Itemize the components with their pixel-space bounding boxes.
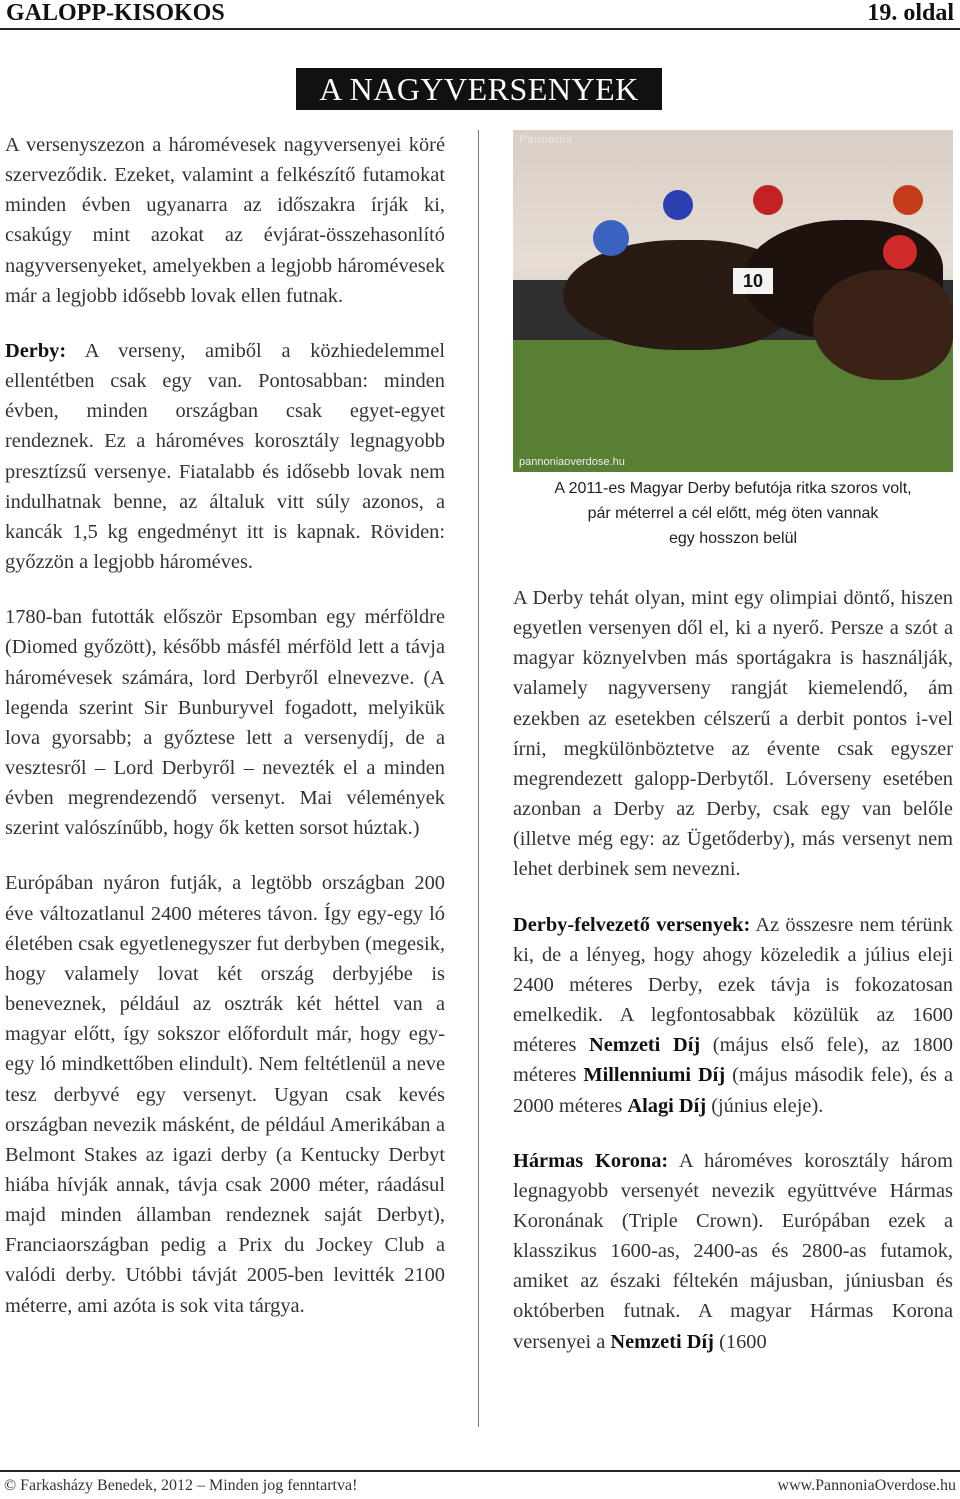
right-column bbox=[513, 583, 953, 1382]
jockey-shape bbox=[753, 185, 783, 215]
race-name: Nemzeti Díj bbox=[589, 1034, 701, 1057]
triple-crown-text: A hároméves korosztály három legnagyobb versenyét nevezik együttvéve Hármas Koronának (Triple Crown). Európában ezek a klasszikus 1600-as, 2400-as és 2800-as futamok, amiket az északi féltekén májusban, júniusban és októberben futnak. A magyar Hármas Korona versenyei a bbox=[513, 1149, 953, 1353]
jockey-shape bbox=[593, 220, 629, 256]
europe-paragraph: Európában nyáron futják, a legtöbb országban 200 éve változatlanul 2400 méteres távon. Így egy-egy ló életében csak egyetlenegyszer fut derbyben (megesik, hogy valamely lovat két ország derbyjébe is beneveznek, például az osztrák két héttel van a magyar előtt, így sokszor előfordult már, hogy egy-egy ló mindkettőben elindult). Nem feltétlenül a neve tesz derbyvé egy versenyt. Ugyan csak kevés országban nevezik másként, de például Amerikában a Belmont Stakes az igazi derby (a Kentucky Derbyt hiába hívják annak, távja csak 2000 méter, ráadásul majd minden államban rendeznek saját Derbyt), Franciaországban pedig a Prix du Jockey Club a valódi derby. Utóbbi távját 2005-ben levitték 2100 méterre, ami azóta is sok vita tárgya. bbox=[5, 872, 445, 1317]
caption-line: egy hosszon belül bbox=[668, 530, 798, 547]
left-column bbox=[5, 130, 445, 1346]
race-name: Millenniumi Díj bbox=[583, 1064, 726, 1087]
olympic-paragraph: A Derby tehát olyan, mint egy olimpiai döntő, hiszen egyetlen versenyen dől el, ki a nyerő. Persze a szót a magyar köznyelvben más sportágakra is használják, valamely nagyverseny rangját kiemelendő, ám ezekben az esetekben célszerű a derbit pontos i-vel írni, megkülönböztetve az évente csak egyszer megrendezett galopp-Derbytől. Lóverseny esetében azonban a Derby az Derby, csak egy van belőle (illetve még egy: az Ügetőderby), más versenyt nem lehet derbinek sem nevezni. bbox=[513, 587, 953, 881]
copyright-notice: © Farkasházy Benedek, 2012 – Minden jog fenntartva! bbox=[4, 1477, 358, 1494]
prep-text: (június eleje). bbox=[706, 1094, 824, 1117]
page-footer bbox=[0, 1470, 960, 1499]
photo-watermark-bottom: pannoniaoverdose.hu bbox=[519, 456, 625, 468]
jockey-shape bbox=[893, 185, 923, 215]
prep-text: (május első fele), az 1800 méteres bbox=[513, 1034, 953, 1087]
page-header bbox=[0, 0, 960, 30]
photo-watermark-top: Pannonia bbox=[519, 134, 574, 146]
derby-text: A verseny, amiből a közhiedelemmel ellentétben csak egy van. Pontosabban: minden évben, minden országban csak egyet-egyet rendeznek. Ez a hároméves korosztály legnagyobb presztízsű versenye. Fiatalabb és idősebb lovak nem indulhatnak benne, az általuk vitt súly azonos, a kancák 1,5 kg engedményt itt is kapnak. Röviden: győzzön a legjobb hároméves. bbox=[5, 339, 445, 574]
history-paragraph: 1780-ban futották először Epsomban egy mérföldre (Diomed győzött), később másfél mérföld lett a távja háromévesek számára, lord Derbyről elnevezve. (A legenda szerint Sir Bunburyvel fogadott, melyikük lova gyorsabb; a győztese lett a versenydíj, de a vesztesről – Lord Derbyről – nevezték el a minden évben megrendezendő versenyt. Mai vélemények szerint valószínűbb, hogy ők ketten sorsot húztak.) bbox=[5, 606, 445, 840]
derby-finish-photo bbox=[513, 130, 953, 472]
prep-text: (május második fele), és a 2000 méteres bbox=[513, 1064, 953, 1117]
caption-line: A 2011-es Magyar Derby befutója ritka szoros volt, bbox=[554, 480, 912, 497]
jockey-shape bbox=[663, 190, 693, 220]
chapter-title: A NAGYVERSENYEK bbox=[296, 68, 662, 110]
horse-shape bbox=[813, 270, 953, 380]
derby-term: Derby: bbox=[5, 339, 67, 362]
prep-races-paragraph bbox=[513, 910, 953, 1121]
triple-crown-paragraph bbox=[513, 1146, 953, 1357]
triple-crown-text: (1600 bbox=[713, 1330, 767, 1353]
derby-paragraph bbox=[5, 336, 445, 577]
photo-caption bbox=[513, 476, 953, 551]
intro-paragraph: A versenyszezon a háromévesek nagyversenyei köré szerveződik. Ezeket, valamint a felkészítő futamokat minden évben ugyanarra az időszakra írják ki, csakúgy mint azokat az évjárat-összehasonlító nagyversenyeket, amelyekben a legjobb háromévesek már a legjobb idősebb lovak ellen futnak. bbox=[5, 134, 445, 307]
jockey-shape bbox=[883, 235, 917, 269]
prep-text: Az összesre nem térünk ki, de a lényeg, hogy ahogy közeledik a július eleji 2400 méteres Derby, ezek távja is fokozatosan emelkedik. A legfontosabbak közülük az 1600 méteres bbox=[513, 913, 953, 1057]
book-title: GALOPP-KISOKOS bbox=[6, 0, 225, 26]
triple-crown-term: Hármas Korona: bbox=[513, 1149, 669, 1172]
page-number: 19. oldal bbox=[867, 0, 954, 26]
prep-races-term: Derby-felvezető versenyek: bbox=[513, 913, 751, 936]
race-name: Alagi Díj bbox=[627, 1094, 707, 1117]
race-name: Nemzeti Díj bbox=[610, 1330, 714, 1353]
website-link[interactable]: www.PannoniaOverdose.hu bbox=[777, 1477, 956, 1494]
saddle-cloth-number: 10 bbox=[733, 268, 773, 294]
caption-line: pár méterrel a cél előtt, még öten vannak bbox=[587, 505, 879, 522]
column-divider bbox=[478, 130, 479, 1427]
